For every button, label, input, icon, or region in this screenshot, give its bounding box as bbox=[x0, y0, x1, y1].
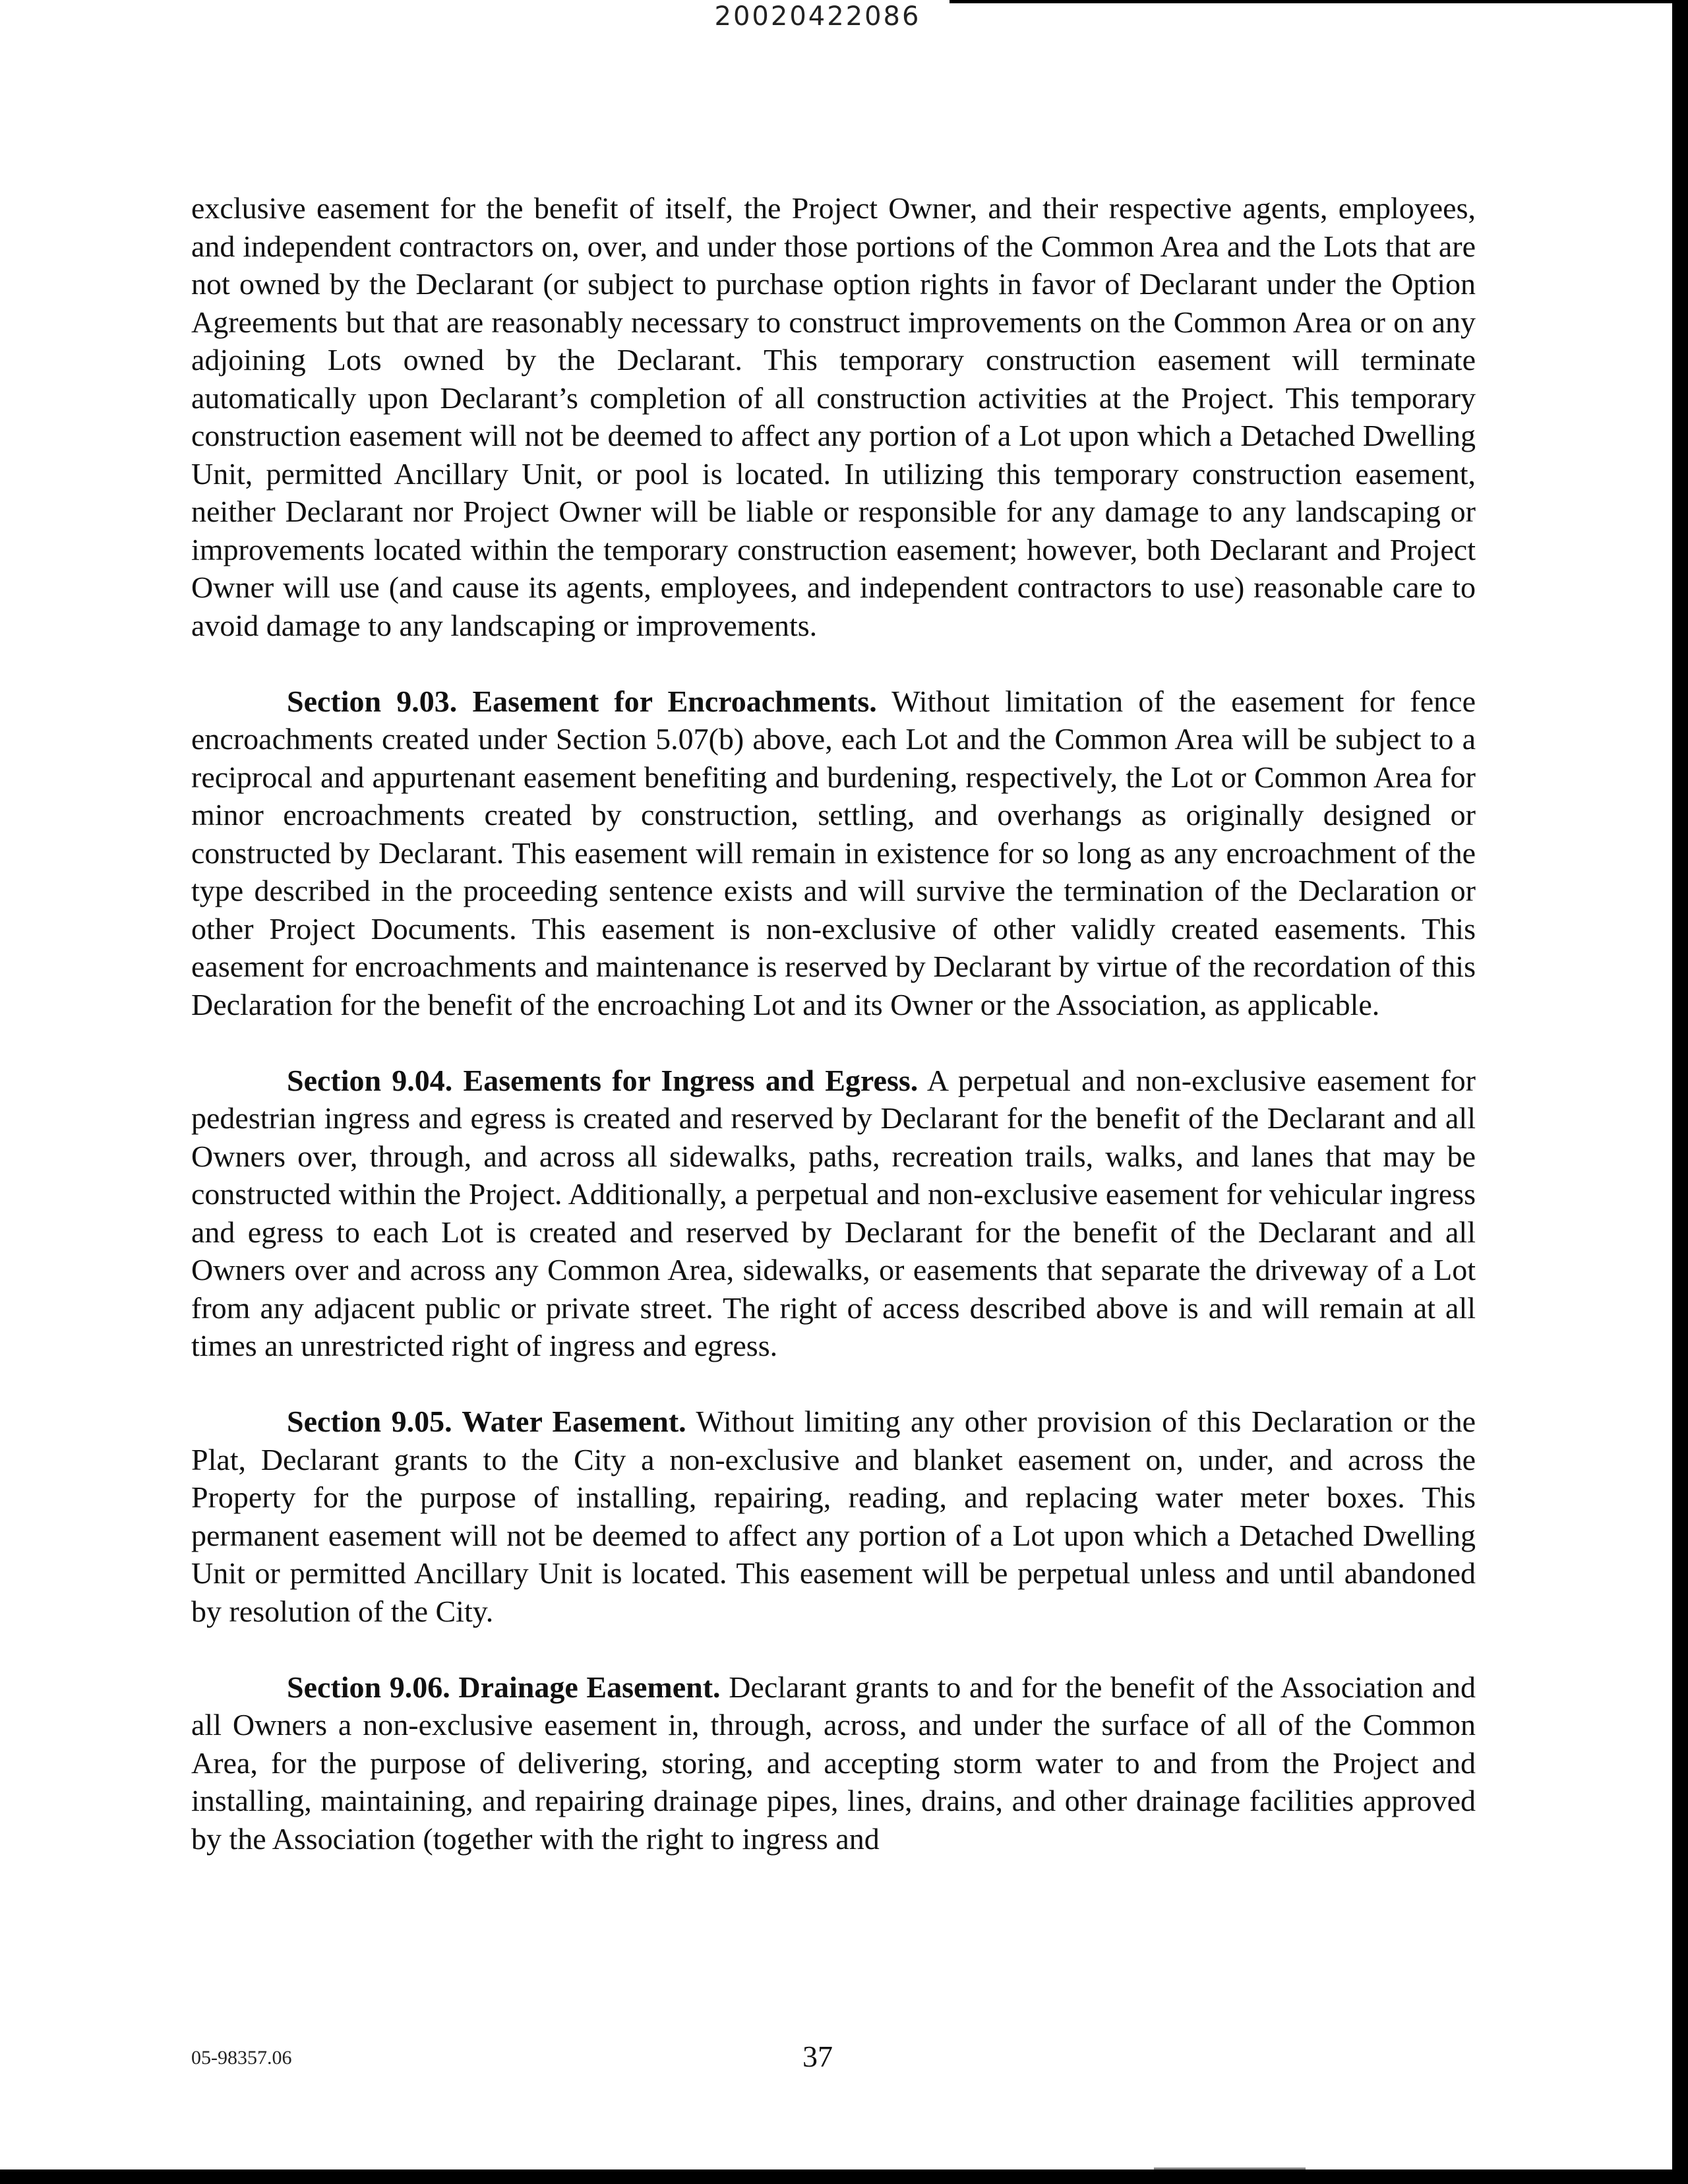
scan-edge-right bbox=[1672, 0, 1688, 2184]
section-9-03 bbox=[191, 682, 1476, 1024]
section-9-04 bbox=[191, 1062, 1476, 1365]
section-text: Declarant grants to and for the benefit of the Association and all Owners a non-exclusive easement in, through, across, and under the surface of all of the Common Area, for the purpose of delivering, storing, and accepting storm water to and from the Project and installing, maintaining, and repairing drainage pipes, lines, drains, and other drainage facilities approved by the Association (together with the right to ingress and bbox=[191, 1670, 1476, 1856]
section-text: A perpetual and non-exclusive easement for pedestrian ingress and egress is created and reserved by Declarant for the benefit of the Declarant and all Owners over, through, and across all sidewalks, paths, recreation trails, walks, and lanes that may be constructed within the Project. Additionally, a perpetual and non-exclusive easement for vehicular ingress and egress to each Lot is created and reserved by Declarant for the benefit of the Declarant and all Owners over and across any Common Area, sidewalks, or easements that separate the driveway of a Lot from any adjacent public or private street. The right of access described above is and will remain at all times an unrestricted right of ingress and egress. bbox=[191, 1063, 1476, 1362]
section-heading: Section 9.06. Drainage Easement. bbox=[287, 1670, 721, 1704]
scan-edge-bottom bbox=[0, 2169, 1688, 2184]
footer-doc-code: 05-98357.06 bbox=[191, 2047, 292, 2069]
section-heading: Section 9.05. Water Easement. bbox=[287, 1405, 686, 1438]
section-heading: Section 9.04. Easements for Ingress and Egress. bbox=[287, 1063, 919, 1097]
section-text: Without limitation of the easement for fence encroachments created under Section 5.07(b) above, each Lot and the Common Area will be subject to a reciprocal and appurtenant easement benefiting and burdening, respectively, the Lot or Common Area for minor encroachments created by construction, settling, and overhangs as originally designed or constructed by Declarant. This easement will remain in existence for so long as any encroachment of the type described in the proceeding sentence exists and will survive the termination of the Declaration or other Project Documents. This easement is non-exclusive of other validly created easements. This easement for encroachments and maintenance is reserved by Declarant by virtue of the recordation of this Declaration for the benefit of the encroaching Lot and its Owner or the Association, as applicable. bbox=[191, 684, 1476, 1021]
section-heading: Section 9.03. Easement for Encroachments. bbox=[287, 684, 877, 718]
section-9-06 bbox=[191, 1668, 1476, 1858]
document-number: 20020422086 bbox=[714, 1, 921, 32]
page-number: 37 bbox=[802, 2040, 833, 2073]
intro-paragraph: exclusive easement for the benefit of itself, the Project Owner, and their respective agents, employees, and independent contractors on, over, and under those portions of the Common Area and the Lots that are not owned by the Declarant (or subject to purchase option rights in favor of Declarant under the Option Agreements but that are reasonably necessary to construct improvements on the Common Area or on any adjoining Lots owned by the Declarant. This temporary construction easement will terminate automatically upon Declarant’s completion of all construction activities at the Project. This temporary construction easement will not be deemed to affect any portion of a Lot upon which a Detached Dwelling Unit, permitted Ancillary Unit, or pool is located. In utilizing this temporary construction easement, neither Declarant nor Project Owner will be liable or responsible for any damage to any landscaping or improvements located within the temporary construction easement; however, both Declarant and Project Owner will use (and cause its agents, employees, and independent contractors to use) reasonable care to avoid damage to any landscaping or improvements. bbox=[191, 191, 1476, 642]
document-body bbox=[191, 189, 1476, 1858]
scan-edge-bottom-mark bbox=[1154, 2168, 1306, 2169]
section-text: Without limiting any other provision of this Declaration or the Plat, Declarant grants to the City a non-exclusive and blanket easement on, under, and across the Property for the purpose of installing, repairing, reading, and replacing water meter boxes. This permanent easement will not be deemed to affect any portion of a Lot upon which a Detached Dwelling Unit or permitted Ancillary Unit is located. This easement will be perpetual unless and until abandoned by resolution of the City. bbox=[191, 1405, 1476, 1628]
section-9-05 bbox=[191, 1403, 1476, 1630]
